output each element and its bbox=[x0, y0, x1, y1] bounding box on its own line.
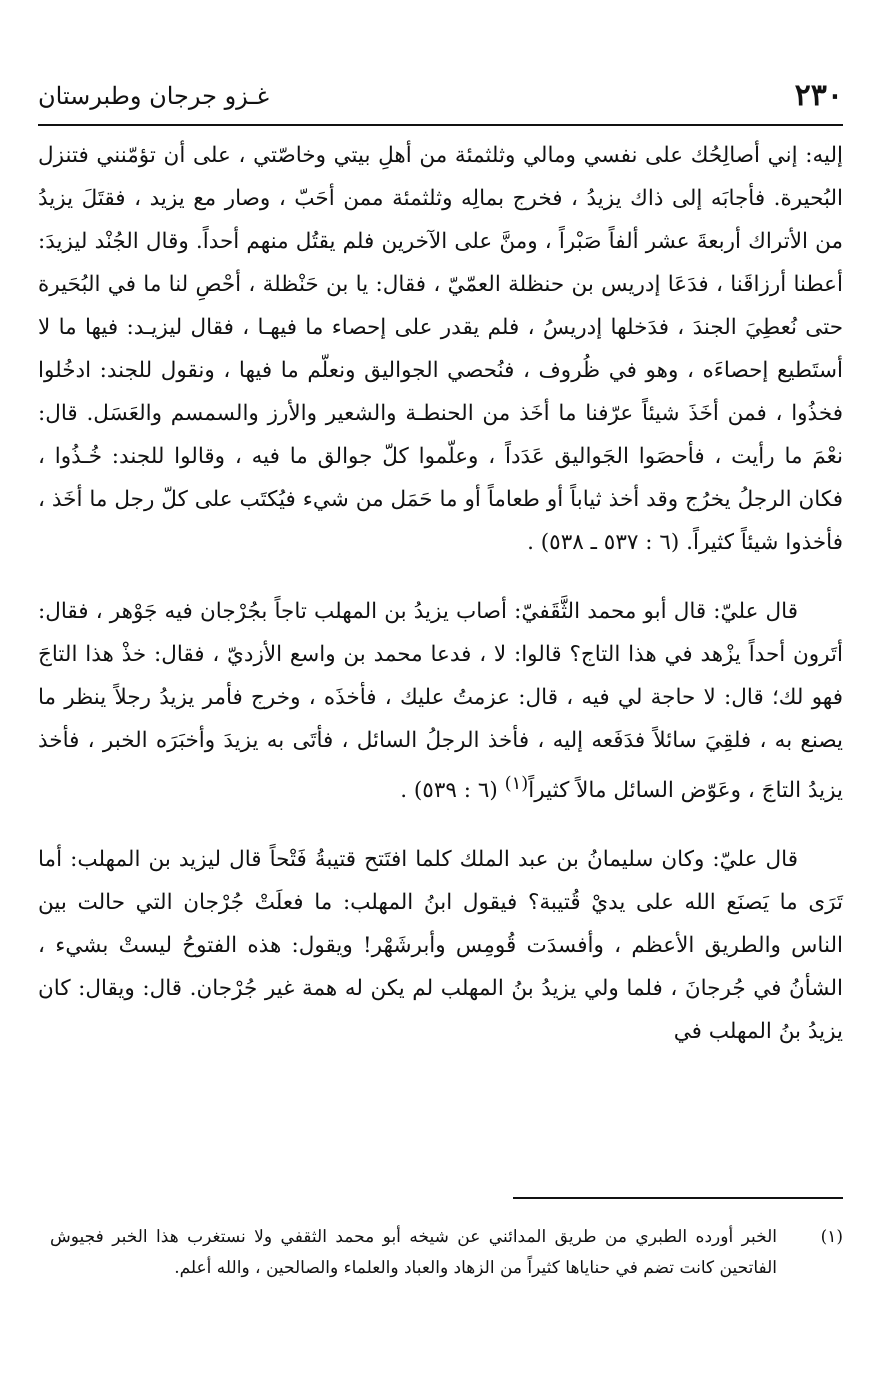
page-number: ٢٣٠ bbox=[794, 78, 843, 113]
source-reference: (٦ : ٥٣٧ ـ ٥٣٨) . bbox=[527, 530, 680, 555]
footnote-number: (١) bbox=[820, 1227, 843, 1247]
paragraph-2 bbox=[38, 590, 843, 812]
footnote-rule bbox=[513, 1197, 843, 1199]
main-text bbox=[38, 134, 843, 1053]
paragraph-1-text: إليه: إني أصالِحُك على نفسي ومالي وثلثمئة من أهلِ بيتي وخاصّتي ، على أن تؤمّنني فتنزل البُحيرة. فأجابَه إلى ذاك يزيدُ ، فخرج بمالِه وثلثمئة ممن أحَبّ ، وصار مع يزيد ، فقتَلَ يزيدُ من الأتراك أربعةَ عشر ألفاً صَبْراً ، ومنَّ على الآخرين فلم يقتُل منهم أحداً. وقال الجُنْد ليزيدَ: أعطنا أرزاقَنا ، فدَعَا إدريس بن حنظلة العمّيّ ، فقال: يا بن حَنْظلة ، أحْصِ لنا ما في البُحَيرة حتى نُعطِيَ الجندَ ، فدَخلها إدريسُ ، فلم يقدر على إحصاء ما فيهـا ، فقال ليزيـد: فيها ما لا أستَطيع إحصاءَه ، وهو في ظُروف ، فنُحصي الجواليق ونعلّم ما فيها ، ونقول للجند: ادخُلوا فخذُوا ، فمن أخَذَ شيئاً عرّفنا ما أخَذ من الحنطـة والشعير والأرز والسمسم والعَسَل. قال: نعْمَ ما رأيت ، فأحصَوا الجَواليق عَدَداً ، وعلّموا كلّ جوالق ما فيه ، وقالوا للجند: خُـذُوا ، فكان الرجلُ يخرُج وقد أخذ ثياباً أو طعاماً أو ما حَمَل من شيء فيُكتَب على كلّ رجل ما أخَذ ، فأخذوا شيئاً كثيراً. bbox=[38, 143, 843, 555]
footnote-marker: (١) bbox=[504, 773, 529, 794]
paragraph-3 bbox=[38, 838, 843, 1053]
footnote bbox=[50, 1222, 843, 1284]
header-rule bbox=[38, 124, 843, 126]
paragraph-2-text: قال عليّ: قال أبو محمد الثَّقَفيّ: أصاب يزيدُ بن المهلب تاجاً بجُرْجان فيه جَوْهر ، فقال: أتَرون أحداً يزْهد في هذا التاج؟ قالوا: لا ، فدعا محمد بن واسع الأزديّ ، فقال: خذْ هذا التاجَ فهو لك؛ قال: لا حاجة لي فيه ، قال: عزمتُ عليك ، فأخذَه ، وخرج فأمر يزيدُ رجلاً ينظر ما يصنع به ، فلقِيَ سائلاً فدَفَعه إليه ، فأخذ الرجلُ السائل ، فأتَى به يزيدَ وأخبَرَه الخبر ، فأخذ يزيدُ التاجَ ، وعَوّض السائل مالاً كثيراً bbox=[38, 599, 843, 804]
source-reference: (٦ : ٥٣٩) . bbox=[400, 778, 498, 804]
running-title: غـزو جرجان وطبرستان bbox=[38, 82, 269, 110]
footnote-text: الخبر أورده الطبري من طريق المدائني عن شيخه أبو محمد الثقفي ولا نستغرب هذا الخبر فجيوش الفاتحين كانت تضم في حناياها كثيراً من الزهاد والعباد والعلماء والصالحين ، والله أعلم. bbox=[50, 1227, 777, 1278]
page-header bbox=[38, 78, 843, 120]
paragraph-1 bbox=[38, 134, 843, 564]
paragraph-3-text: قال عليّ: وكان سليمانُ بن عبد الملك كلما افتَتح قتيبةُ فَتْحاً قال ليزيد بن المهلب: أما تَرَى ما يَصنَع الله على يديْ قُتيبة؟ فيقول ابنُ المهلب: ما فعلَتْ جُرْجان التي حالت بين الناس والطريق الأعظم ، وأفسدَت قُومِس وأبرشَهْر! ويقول: هذه الفتوحُ ليستْ بشيء ، الشأنُ في جُرجانَ ، فلما ولي يزيدُ بنُ المهلب لم يكن له همة غير جُرْجان. قال: ويقال: كان يزيدُ بنُ المهلب في bbox=[38, 847, 843, 1045]
